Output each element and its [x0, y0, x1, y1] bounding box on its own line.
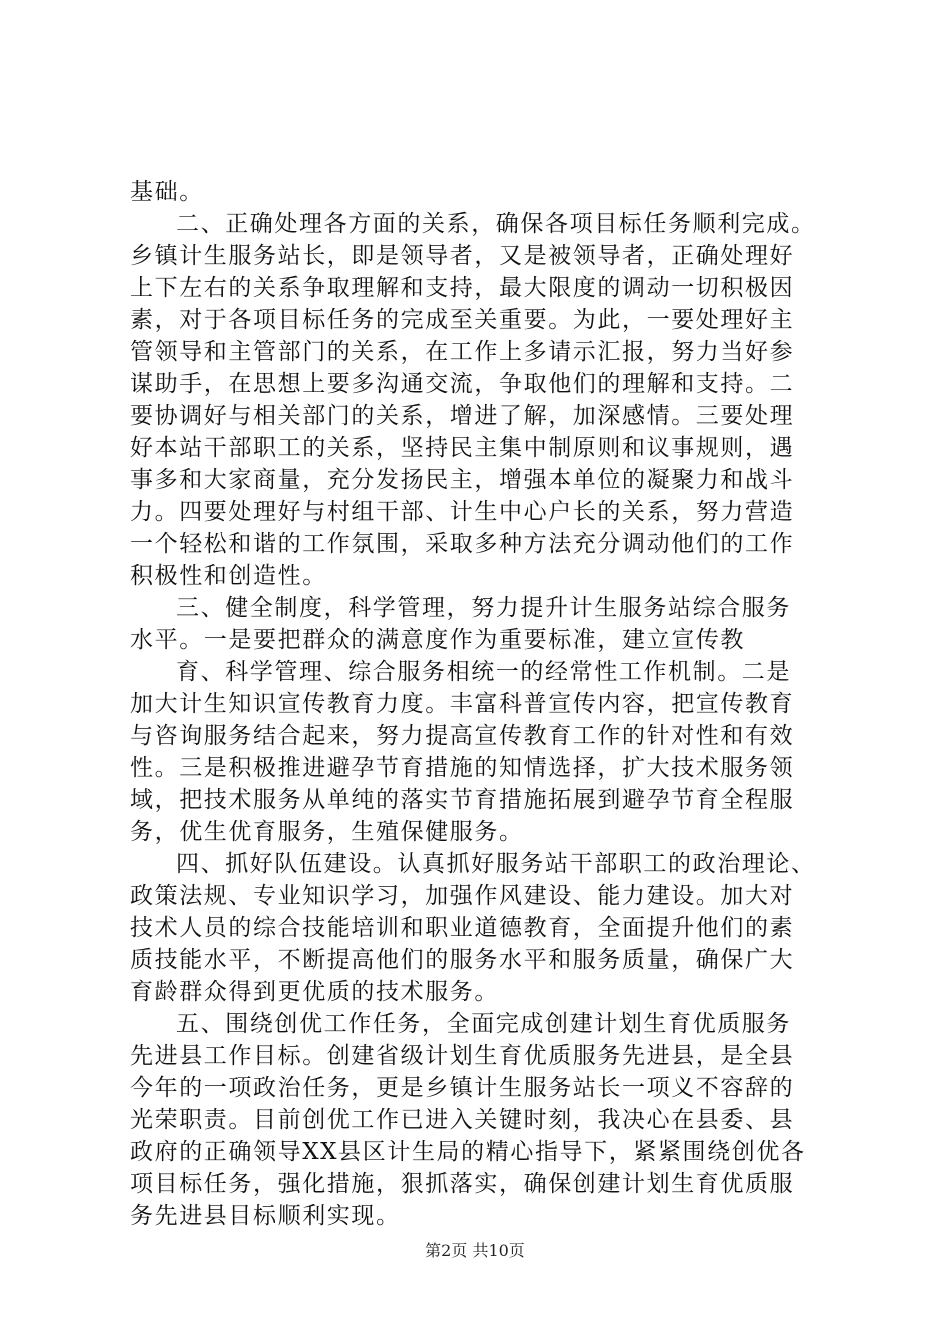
text-line-28: 先进县工作目标。创建省级计划生育优质服务先进县，是全县	[130, 1043, 795, 1069]
text-line-29: 今年的一项政治任务，更是乡镇计生服务站长一项义不容辞的	[130, 1075, 795, 1101]
text-line-4: 上下左右的关系争取理解和支持，最大限度的调动一切积极因	[130, 275, 795, 301]
text-line-18: 与咨询服务结合起来，努力提高宣传教育工作的针对性和有效	[130, 723, 795, 749]
text-line-31: 政府的正确领导XX县区计生局的精心指导下，紧紧围绕创优各	[130, 1139, 806, 1165]
text-line-33: 务先进县目标顺利实现。	[130, 1203, 401, 1229]
text-line-17: 加大计生知识宣传教育力度。丰富科普宣传内容，把宣传教育	[130, 691, 795, 717]
text-line-23: 政策法规、专业知识学习，加强作风建设、能力建设。加大对	[130, 883, 795, 909]
text-line-3: 乡镇计生服务站长，即是领导者，又是被领导者，正确处理好	[130, 243, 795, 269]
text-line-9: 好本站干部职工的关系，坚持民主集中制原则和议事规则，遇	[130, 435, 795, 461]
text-line-5: 素，对于各项目标任务的完成至关重要。为此，一要处理好主	[130, 307, 795, 333]
page-number-footer: 第2页 共10页	[425, 1241, 525, 1260]
text-line-24: 技术人员的综合技能培训和职业道德教育，全面提升他们的素	[130, 915, 795, 941]
text-line-12: 一个轻松和谐的工作氛围，采取多种方法充分调动他们的工作	[130, 531, 795, 557]
text-line-10: 事多和大家商量，充分发扬民主，增强本单位的凝聚力和战斗	[130, 467, 795, 493]
text-line-26: 育龄群众得到更优质的技术服务。	[130, 979, 499, 1005]
section-four-heading: 四、抓好队伍建设。认真抓好服务站干部职工的政治理论、	[176, 851, 816, 877]
text-line-8: 要协调好与相关部门的关系，增进了解，加深感情。三要处理	[130, 403, 795, 429]
document-body	[130, 176, 830, 1232]
text-line-16: 育、科学管理、综合服务相统一的经常性工作机制。二是	[176, 659, 791, 685]
text-line-11: 力。四要处理好与村组干部、计生中心户长的关系，努力营造	[130, 499, 795, 525]
text-line-1: 基础。	[130, 179, 204, 205]
text-line-32: 项目标任务，强化措施，狠抓落实，确保创建计划生育优质服	[130, 1171, 795, 1197]
text-line-13: 积极性和创造性。	[130, 563, 327, 589]
text-line-21: 务，优生优育服务，生殖保健服务。	[130, 819, 524, 845]
text-line-6: 管领导和主管部门的关系，在工作上多请示汇报，努力当好参	[130, 339, 795, 365]
section-five-heading: 五、围绕创优工作任务，全面完成创建计划生育优质服务	[176, 1011, 791, 1037]
section-three-heading: 三、健全制度，科学管理，努力提升计生服务站综合服务	[176, 595, 791, 621]
text-line-7: 谋助手，在思想上要多沟通交流，争取他们的理解和支持。二	[130, 371, 795, 397]
section-two-heading: 二、正确处理各方面的关系，确保各项目标任务顺利完成。	[176, 211, 816, 237]
text-line-20: 域，把技术服务从单纯的落实节育措施拓展到避孕节育全程服	[130, 787, 795, 813]
text-line-25: 质技能水平，不断提高他们的服务水平和服务质量，确保广大	[130, 947, 795, 973]
text-line-19: 性。三是积极推进避孕节育措施的知情选择，扩大技术服务领	[130, 755, 795, 781]
text-line-30: 光荣职责。目前创优工作已进入关键时刻，我决心在县委、县	[130, 1107, 795, 1133]
text-line-15: 水平。一是要把群众的满意度作为重要标准，建立宣传教	[130, 627, 745, 653]
